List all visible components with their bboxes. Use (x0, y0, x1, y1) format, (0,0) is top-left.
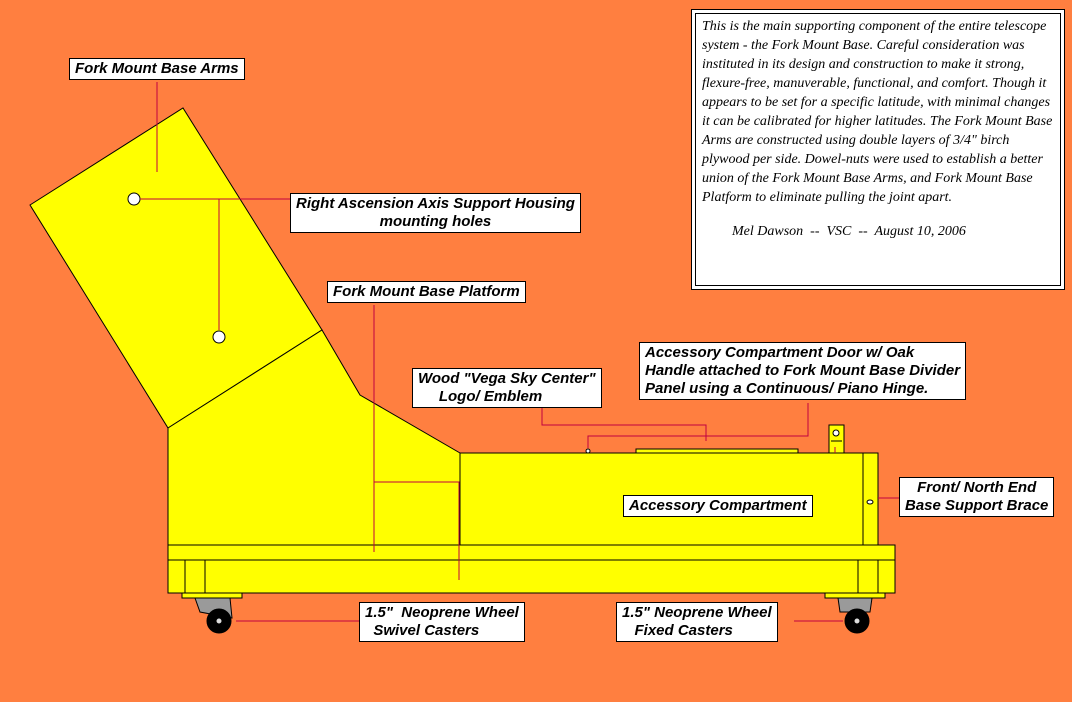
fixed-caster (838, 598, 872, 633)
caster-plate-left (182, 593, 242, 598)
emblem-pin (586, 449, 590, 453)
label-swivel-casters: 1.5" Neoprene Wheel Swivel Casters (359, 602, 525, 642)
base-rail-lower (168, 560, 895, 593)
label-ra-axis-holes: Right Ascension Axis Support Housing mounting holes (290, 193, 581, 233)
label-accessory-compartment: Accessory Compartment (623, 495, 813, 517)
lid-strip (636, 449, 798, 453)
latch-knob (833, 430, 839, 436)
swivel-caster (195, 598, 232, 633)
description-panel (695, 13, 1061, 286)
label-base-platform: Fork Mount Base Platform (327, 281, 526, 303)
description-box (691, 9, 1065, 290)
base-rail-upper (168, 545, 895, 560)
label-front-brace: Front/ North End Base Support Brace (899, 477, 1054, 517)
caster-plate-right (825, 593, 885, 598)
latch-block (829, 425, 844, 453)
label-emblem: Wood "Vega Sky Center" Logo/ Emblem (412, 368, 602, 408)
frame-post-right (858, 560, 878, 593)
mounting-hole-upper (128, 193, 140, 205)
label-fork-arms: Fork Mount Base Arms (69, 58, 245, 80)
front-brace-knob (867, 500, 873, 504)
frame-post-left (185, 560, 205, 593)
front-brace-panel (863, 453, 878, 545)
description-signature: Mel Dawson -- VSC -- August 10, 2006 (732, 224, 966, 239)
mounting-hole-lower (213, 331, 225, 343)
description-text: This is the main supporting component of the entire telescope system - the Fork Mount Base. Careful consideration was instituted in its design and construction to make it strong, flexure-free, manuverable, functional, and comfort. Though it appears to be set for a specific latitude, with minimal changes it can be calibrated for higher latitudes. The Fork Mount Base Arms are constructed using double layers of 3/4" birch plywood per side. Dowel-nuts were used to establish a better union of the Fork Mount Base Arms, and Fork Mount Base Platform to eliminate pulling the joint apart. (702, 19, 1053, 205)
label-compartment-door: Accessory Compartment Door w/ Oak Handle attached to Fork Mount Base Divider Panel using a Continuous/ Piano Hinge. (639, 342, 966, 400)
label-fixed-casters: 1.5" Neoprene Wheel Fixed Casters (616, 602, 778, 642)
